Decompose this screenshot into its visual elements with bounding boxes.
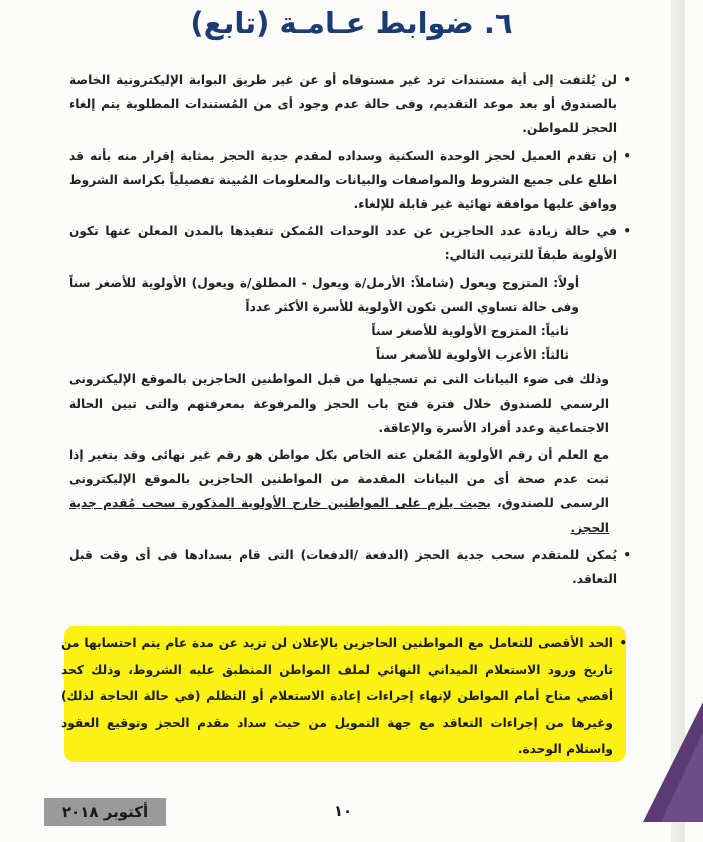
paragraph-max-period xyxy=(61,630,625,763)
priority-first: أولاً: المتزوج ويعول (شاملاً: الأرمل/ة ويعول - المطلق/ة ويعول) الأولوية للأصغر سناً وفى حالة تساوي السن تكون الأولوية للأسرة الأكثر عدداً xyxy=(69,275,579,314)
paragraph-text: مع العلم أن رقم الأولوية المُعلن عنه الخاص بكل مواطن هو رقم غير نهائى وقد يتغير إذا ثبت عدم صحة أى من البيانات المقدمة من المواطنين الحاجزين بالموقع الإليكترونى الرسمى للصندوق، xyxy=(69,448,609,511)
paragraph-text: لن يُلتفت إلى أية مستندات ترد غير مستوفاه أو عن غير طريق البوابة الإليكترونية الخاصة بالصندوق أو بعد موعد التقديم، وفى حالة عدم وجود أى من المُستندات المطلوبة يتم إلغاء الحجز للمواطن. xyxy=(69,73,617,136)
footer-date: أكتوبر ٢٠١٨ xyxy=(61,803,149,821)
corner-decoration xyxy=(643,702,703,822)
paragraph-priority-notice xyxy=(69,443,629,540)
paragraph-text: الحد الأقصى للتعامل مع المواطنين الحاجزين بالإعلان لن تزيد عن مدة عام يتم احتسابها من تاريخ ورود الاستعلام الميداني النهائي لملف المواطن المنطبق عليه الشروط، وذلك كحد أقصي متاح أمام المواطن لإنهاء إجراءات إعادة الاستعلام أو التظلم (في حالة الحاجة لذلك) وغيرها من إجراءات التعاقد مع جهة التمويل من حيث سداد مقدم الحجز وتوقيع العقود واستلام الوحدة. xyxy=(61,636,613,756)
priority-second: ثانياً: المتزوج الأولوية للأصغر سناً xyxy=(371,324,569,339)
paragraph-text: إن تقدم العميل لحجز الوحدة السكنية وسداده لمقدم جدية الحجز بمثابة إقرار منه بأنه قد اطلع على جميع الشروط والمواصفات والبيانات والمعلومات المُبينة تفصيلياً بكراسة الشروط ووافق عليها موافقة نهائية غير قابلة للإلغاء. xyxy=(69,148,617,212)
paragraph-text: يُمكن للمتقدم سحب جدية الحجز (الدفعة /الدفعات) التى قام بسدادها فى أى وقت قبل التعاقد. xyxy=(69,547,617,587)
bullet-icon: • xyxy=(623,224,631,239)
bullet-icon: • xyxy=(619,636,627,650)
bullet-icon: • xyxy=(623,148,631,163)
paragraph-acknowledgement xyxy=(69,144,629,217)
underlined-text: بحيث يلزم على المواطنين خارج الأولوية المذكورة سحب مُقدم جدية الحجز. xyxy=(69,496,609,535)
content-body xyxy=(69,68,629,594)
bullet-icon: • xyxy=(623,73,631,87)
paragraph-priority xyxy=(69,219,629,267)
priority-third: ثالثاً: الأعزب الأولوية للأصغر سناً xyxy=(375,348,569,363)
paragraph-withdrawal xyxy=(69,543,629,591)
paragraph-text: في حالة زيادة عدد الحاجزين عن عدد الوحدات المُمكن تنفيذها بالمدن المعلن عنها تكون الأولوية طبقاً للترتيب التالي: xyxy=(69,224,617,263)
bullet-icon: • xyxy=(623,547,631,562)
paragraph-registration-data: وذلك فى ضوء البيانات التى تم تسجيلها من قبل المواطنين الحاجزين بالموقع الإليكترونى الرسمي للصندوق خلال فترة فتح باب الحجز والمرفوعة بمعرفتهم والتى تبين الحالة الاجتماعية وعدد أفراد الأسرة والإعاقة. xyxy=(69,372,609,435)
page-number: ١٠ xyxy=(333,802,353,820)
paragraph-documents xyxy=(69,68,629,141)
page-title: ٦. ضوابط عـامـة (تابع) xyxy=(190,6,513,40)
